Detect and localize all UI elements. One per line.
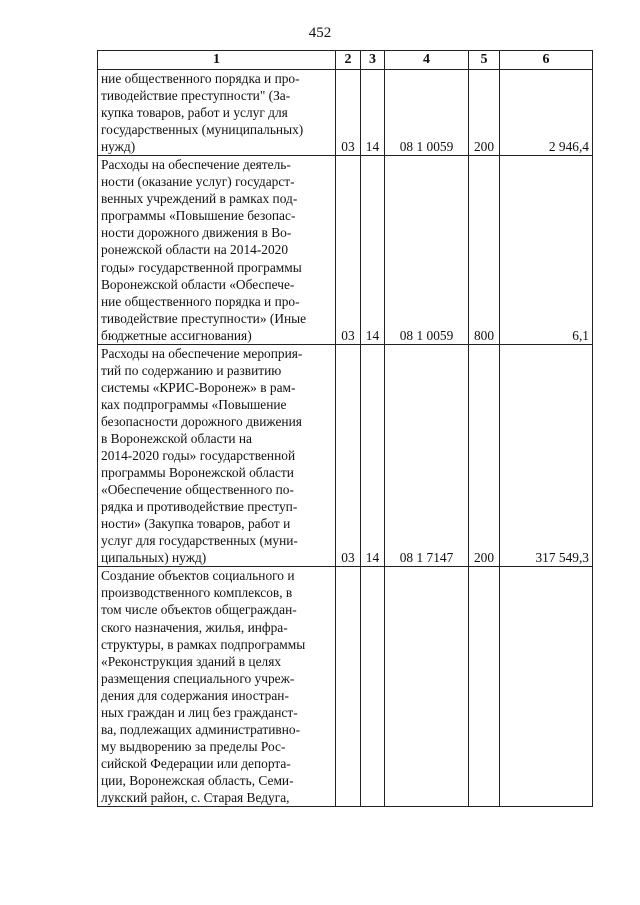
amount: 2 946,4 [500,70,593,156]
description-line: безопасности дорожного движения [101,413,302,429]
description-line: лукский район, с. Старая Ведуга, [101,789,290,805]
column-header-3: 3 [361,51,385,70]
target-article-code: 08 1 7147 [385,344,469,567]
description-line: ние общественного порядка и про- [101,71,300,86]
description-line: ва, подлежащих административно- [101,721,301,737]
description-line: ности (оказание услуг) государст- [101,174,295,190]
description-line: том числе объектов общеграждан- [101,602,297,618]
section-code [336,567,361,807]
description-line: венных учреждений в рамках под- [101,191,298,207]
description-line: ции, Воронежская область, Семи- [101,772,294,788]
description-line: услуг для государственных (муни- [101,533,298,549]
subsection-code: 14 [361,156,385,345]
description-line: Создание объектов социального и [101,568,295,584]
table-row [98,567,593,807]
amount: 317 549,3 [500,344,593,567]
subsection-code: 14 [361,70,385,156]
target-article-code: 08 1 0059 [385,156,469,345]
description-line: в Воронежской области на [101,430,253,446]
budget-table [97,50,593,807]
description-line: ности дорожного движения в Во- [101,225,292,241]
row-description [98,344,336,567]
subsection-code: 14 [361,344,385,567]
description-line: программы Воронежской области [101,465,294,481]
description-line: ках подпрограммы «Повышение [101,396,287,412]
description-line: ронежской области на 2014-2020 [101,242,289,258]
table-row [98,70,593,156]
description-line: ского назначения, жилья, инфра- [101,619,288,635]
description-line: нужд) [101,139,136,155]
description-line: тий по содержанию и развитию [101,362,282,378]
description-line: «Обеспечение общественного по- [101,482,294,498]
expense-type-code: 200 [469,70,500,156]
description-line: тиводействие преступности" (За- [101,88,291,104]
column-header-2: 2 [336,51,361,70]
description-line: ности» (Закупка товаров, работ и [101,516,291,532]
target-article-code [385,567,469,807]
description-line: ных граждан и лиц без гражданст- [101,704,298,720]
row-description [98,567,336,807]
page-number: 452 [308,25,332,41]
row-description [98,156,336,345]
description-line: бюджетные ассигнования) [101,327,252,343]
description-line: сийской Федерации или депорта- [101,755,291,771]
column-header-1: 1 [98,51,336,70]
description-line: му выдворению за пределы Рос- [101,738,286,754]
row-description [98,70,336,156]
description-line: ние общественного порядка и про- [101,293,300,309]
description-line: 2014-2020 годы» государственной [101,448,296,464]
section-code: 03 [336,156,361,345]
description-line: программы «Повышение безопас- [101,208,296,224]
expense-type-code: 800 [469,156,500,345]
description-line: годы» государственной программы [101,259,302,275]
description-line: структуры, в рамках подпрограммы [101,636,306,652]
section-code: 03 [336,344,361,567]
column-header-6: 6 [500,51,593,70]
expense-type-code [469,567,500,807]
header-row [98,51,593,70]
description-line: государственных (муниципальных) [101,122,304,138]
description-line: ципальных) нужд) [101,550,207,566]
amount: 6,1 [500,156,593,345]
description-line: производственного комплексов, в [101,585,293,601]
description-line: Воронежской области «Обеспече- [101,276,295,292]
description-line: рядка и противодействие преступ- [101,499,298,515]
description-line: Расходы на обеспечение мероприя- [101,345,303,361]
section-code: 03 [336,70,361,156]
description-line: Расходы на обеспечение деятель- [101,157,291,173]
subsection-code [361,567,385,807]
description-line: системы «КРИС-Воронеж» в рам- [101,379,296,395]
description-line: «Реконструкция зданий в целях [101,653,282,669]
description-line: тиводействие преступности» (Иные [101,310,307,326]
description-line: купка товаров, работ и услуг для [101,105,288,121]
column-header-4: 4 [385,51,469,70]
description-line: размещения специального учреж- [101,670,295,686]
expense-type-code: 200 [469,344,500,567]
table-row [98,156,593,345]
target-article-code: 08 1 0059 [385,70,469,156]
amount [500,567,593,807]
column-header-5: 5 [469,51,500,70]
description-line: дения для содержания иностран- [101,687,289,703]
table-row [98,344,593,567]
